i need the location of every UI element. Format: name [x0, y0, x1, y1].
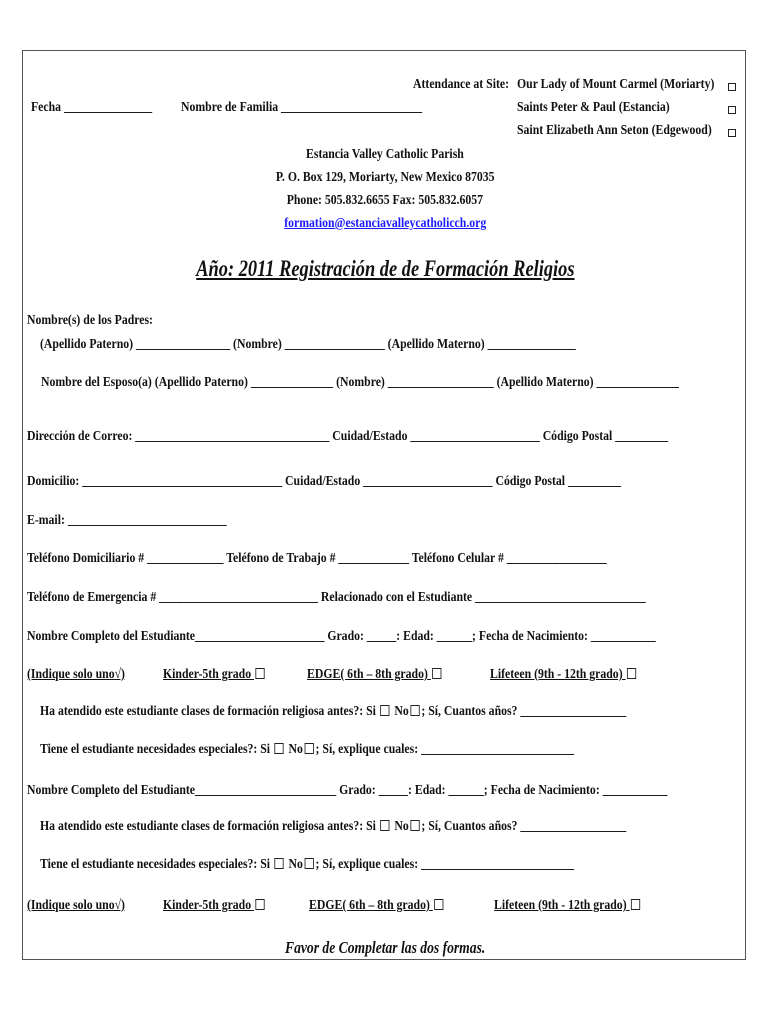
student2-indique-label: (Indique solo uno√): [27, 898, 125, 913]
si-checkbox[interactable]: [275, 858, 284, 869]
student1-edge-option[interactable]: EDGE( 6th – 8th grado): [307, 667, 443, 683]
student2-fields[interactable]: Nombre Completo del Estudiante________________________ Grado: _____: Edad: ______; Fecha de Nacimiento: ___________: [27, 783, 668, 798]
site-estancia-checkbox[interactable]: [728, 106, 736, 114]
student1-q1[interactable]: Ha atendido este estudiante clases de formación religiosa antes?: Si No ; Sí, Cuantos años? __________________: [40, 704, 627, 719]
footer-note: Favor de Completar las dos formas.: [284, 938, 486, 957]
student2-edge-option[interactable]: EDGE( 6th – 8th grado): [309, 898, 445, 914]
familia-field[interactable]: Nombre de Familia ________________________: [181, 100, 423, 115]
si-checkbox[interactable]: [381, 820, 390, 831]
site-moriarty: Our Lady of Mount Carmel (Moriarty): [517, 77, 715, 92]
site-edgewood: Saint Elizabeth Ann Seton (Edgewood): [517, 123, 712, 138]
padres-label: Nombre(s) de los Padres:: [27, 313, 153, 328]
site-estancia: Saints Peter & Paul (Estancia): [517, 100, 670, 115]
edge-checkbox[interactable]: [433, 668, 442, 679]
student2-q1[interactable]: Ha atendido este estudiante clases de formación religiosa antes?: Si No ; Sí, Cuantos años? __________________: [40, 819, 627, 834]
student2-lifeteen-option[interactable]: Lifeteen (9th - 12th grado): [494, 898, 642, 914]
student1-indique-label: (Indique solo uno√): [27, 667, 125, 682]
parish-email-link[interactable]: formation@estanciavalleycatholicch.org: [283, 216, 486, 231]
telefono-fields[interactable]: Teléfono Domiciliario # _____________ Teléfono de Trabajo # ____________ Teléfono Celular # _________________: [27, 551, 607, 566]
student2-q2[interactable]: Tiene el estudiante necesidades especiales?: Si No ; Sí, explique cuales: __________________________: [40, 857, 574, 872]
student1-fields[interactable]: Nombre Completo del Estudiante______________________ Grado: _____: Edad: ______; Fecha de Nacimiento: ___________: [27, 629, 656, 644]
domicilio-address-fields[interactable]: Domicilio: __________________________________ Cuidad/Estado ______________________ Código Postal _________: [27, 474, 621, 489]
no-checkbox[interactable]: [305, 743, 314, 754]
emergencia-fields[interactable]: Teléfono de Emergencia # ___________________________ Relacionado con el Estudiante _____________________________: [27, 590, 646, 605]
lifeteen-checkbox[interactable]: [631, 899, 640, 910]
student1-lifeteen-option[interactable]: Lifeteen (9th - 12th grado): [490, 667, 638, 683]
lifeteen-checkbox[interactable]: [627, 668, 636, 679]
kinder-checkbox[interactable]: [256, 668, 265, 679]
parish-name: Estancia Valley Catholic Parish: [306, 147, 464, 162]
parish-address: P. O. Box 129, Moriarty, New Mexico 87035: [275, 170, 495, 185]
student2-kinder-option[interactable]: Kinder-5th grado: [163, 898, 267, 914]
no-checkbox[interactable]: [410, 820, 419, 831]
no-checkbox[interactable]: [305, 858, 314, 869]
si-checkbox[interactable]: [275, 743, 284, 754]
student1-q2[interactable]: Tiene el estudiante necesidades especiales?: Si No ; Sí, explique cuales: __________________________: [40, 742, 574, 757]
site-moriarty-checkbox[interactable]: [728, 83, 736, 91]
padres-name-fields[interactable]: (Apellido Paterno) ________________ (Nombre) _________________ (Apellido Materno) _______________: [40, 337, 576, 352]
si-checkbox[interactable]: [381, 705, 390, 716]
attendance-label: Attendance at Site:: [413, 77, 510, 92]
email-field[interactable]: E-mail: ___________________________: [27, 513, 227, 528]
edge-checkbox[interactable]: [435, 899, 444, 910]
parish-phone: Phone: 505.832.6655 Fax: 505.832.6057: [286, 193, 484, 208]
kinder-checkbox[interactable]: [256, 899, 265, 910]
student1-kinder-option[interactable]: Kinder-5th grado: [163, 667, 267, 683]
site-edgewood-checkbox[interactable]: [728, 129, 736, 137]
esposo-name-fields[interactable]: Nombre del Esposo(a) (Apellido Paterno) ______________ (Nombre) __________________ (Apellido Materno) ______________: [41, 375, 679, 390]
correo-address-fields[interactable]: Dirección de Correo: _________________________________ Cuidad/Estado ______________________ Código Postal _________: [27, 429, 669, 444]
page-title: Año: 2011 Registración de de Formación Religios: [195, 256, 575, 281]
fecha-field[interactable]: Fecha _______________: [31, 100, 153, 115]
no-checkbox[interactable]: [410, 705, 419, 716]
